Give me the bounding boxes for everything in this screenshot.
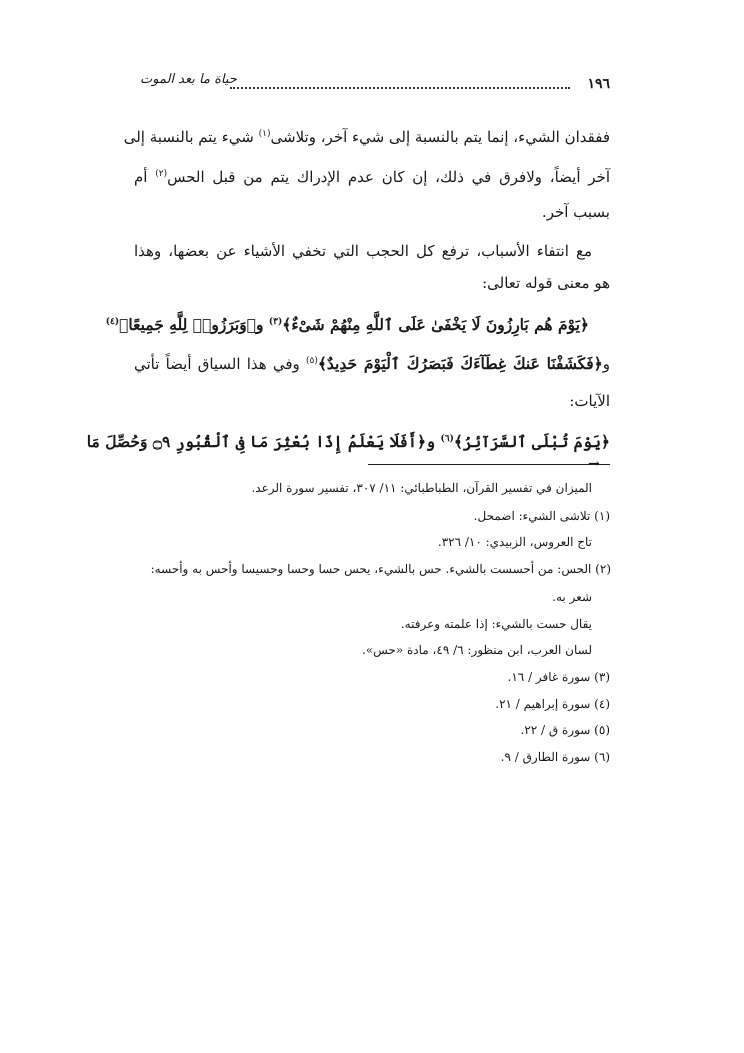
paragraph-1-line-2: آخر أيضاً، ولافرق في ذلك، إن كان عدم الإدراك يتم من قبل الحس$^{(٢)}$ أم [134,168,610,186]
quran-verse-line-3: ﴿يَوْمَ تُبْلَى ٱلسَّرَآئِرُ﴾$^{(٦)}$ و﴿أَفَلَا يَعْلَمُ إِذَا بُعْثِرَ مَا فِى ٱلْقُبُورِ ۝٩ وَحُصِّلَ مَا [86,432,610,452]
header-dotted-leader [230,87,570,89]
footnote-3: (٣) سورة غافر / ١٦. [507,670,610,684]
footnote-1: (١) تلاشى الشيء: اضمحل. [473,509,610,523]
paragraph-2-line-1: مع انتفاء الأسباب، ترفع كل الحجب التي تخفي الأشياء عن بعضها، وهذا [134,242,592,260]
running-title: حياة ما بعد الموت [140,72,237,87]
footnote-2-cont: شعر به. [552,590,592,604]
footnote-2-example: يقال حست بالشيء: إذا علمته وعرفته. [400,617,592,631]
footnote-4: (٤) سورة إبراهيم / ٢١. [495,697,610,711]
quran-verse-line-2: و﴿فَكَشَفْنَا عَنكَ غِطَآءَكَ فَبَصَرُكَ ٱلْيَوْمَ حَدِيدٌ﴾$^{(٥)}$ وفي هذا السياق أيضاً تأتي [134,354,611,373]
quran-verse-line-1: ﴿يَوْمَ هُم بَارِزُونَ لَا يَخْفَىٰ عَلَى ٱللَّهِ مِنْهُمْ شَىْءٌ﴾$^{(٣)}$ و﴿وَبَرَزُوا۟ لِلَّهِ جَمِيعًا﴾$^{(٤)}$ [105,315,589,335]
paragraph-1-line-1: ففقدان الشيء، إنما يتم بالنسبة إلى شيء آخر، وتلاشى$^{(١)}$ شيء يتم بالنسبة إلى [123,128,610,146]
paragraph-1-line-3: بسبب آخر. [541,203,610,221]
paragraph-3: الآيات: [569,392,610,410]
footnote-separator [368,464,610,465]
page-number: ١٩٦ [587,76,610,92]
footnote-5: (٥) سورة ق / ٢٢. [520,723,610,737]
footnote-2-source: لسان العرب، ابن منظور: ٦/ ٤٩، مادة «حس». [361,643,592,657]
footnote-2: (٢) الحس: من أحسست بالشيء. حس بالشيء، يحس حسا وحسا وحسيسا وأحس به وأحسه: [150,562,611,576]
paragraph-2-line-2: هو معنى قوله تعالى: [482,274,610,292]
page-header [140,66,610,100]
footnote-6: (٦) سورة الطارق / ٩. [500,750,610,764]
footnote-continued: الميزان في تفسير القرآن، الطباطبائي: ١١/ ٣٠٧، تفسير سورة الرعد. [251,481,592,495]
footnote-1-source: تاج العروس، الزبيدي: ١٠/ ٣٢٦. [437,535,592,549]
continuation-arrow-icon: → [588,456,600,472]
